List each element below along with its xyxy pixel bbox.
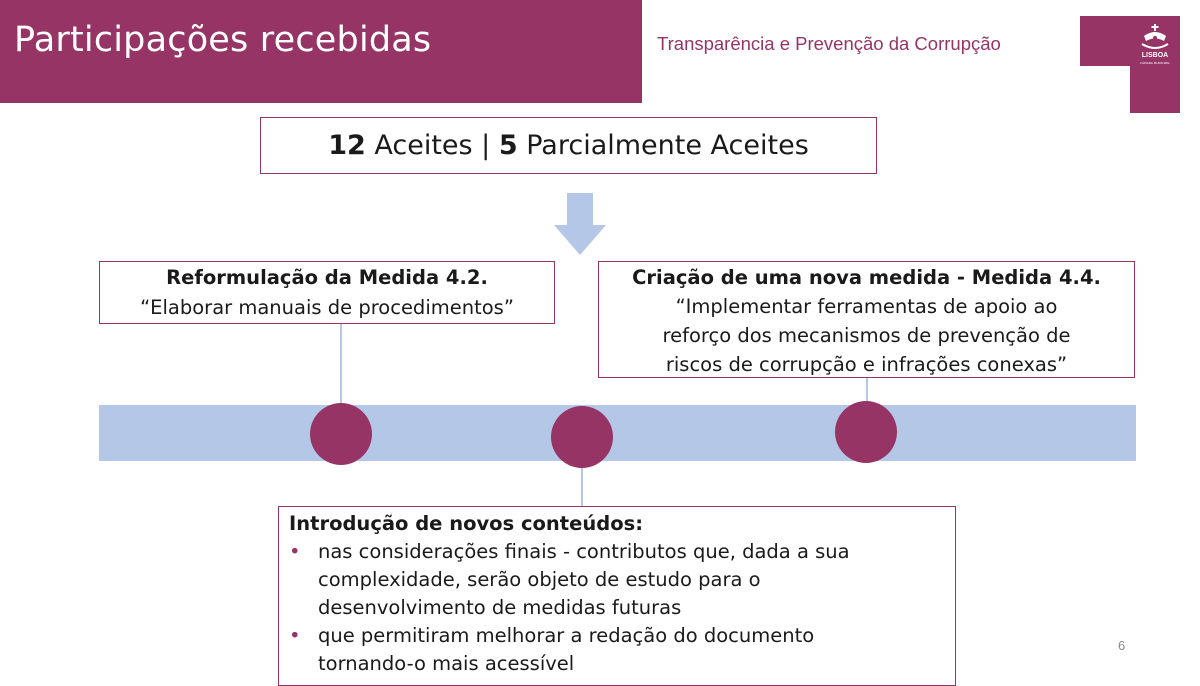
timeline-bar [99,405,1136,461]
header-subtitle: Transparência e Prevenção da Corrupção [657,33,1001,54]
down-arrow-icon [554,193,606,255]
partial-count: 5 [498,130,518,161]
measure-left-text: “Elaborar manuais de procedimentos” [140,296,514,319]
list-item-line: tornando-o mais acessível [318,652,575,675]
logo-subtext: CÂMARA MUNICIPAL [1140,61,1170,65]
new-content-box [278,506,956,686]
partial-label: Parcialmente Aceites [517,130,809,161]
measure-right-line: reforço dos mecanismos de prevenção de [662,324,1071,347]
slide-title: Participações recebidas [14,20,432,60]
accepted-count: 12 [328,130,366,161]
measure-left-title: Reformulação da Medida 4.2. [166,266,488,289]
page-number: 6 [1118,638,1126,653]
timeline-dot-center [551,406,613,468]
measure-left-box [99,261,555,324]
lisbon-emblem-icon [1136,22,1174,66]
measure-right-line: “Implementar ferramentas de apoio ao [675,295,1058,318]
connector-line-left [340,324,342,406]
list-item [289,622,955,678]
timeline-dot-right [835,401,897,463]
summary-box [260,117,877,174]
new-content-title: Introdução de novos conteúdos: [289,512,643,535]
timeline-dot-left [310,403,372,465]
measure-right-line: riscos de corrupção e infrações conexas” [665,353,1068,376]
logo-text: LISBOA [1141,52,1169,59]
accepted-label: Aceites | [365,130,499,161]
list-item-line: complexidade, serão objeto de estudo para o [318,568,761,591]
list-item-line: desenvolvimento de medidas futuras [318,596,682,619]
new-content-list [289,538,955,678]
list-item [289,538,955,622]
measure-right-box [598,261,1135,378]
list-item-line: • que permitiram melhorar a redação do documento [318,624,815,647]
measure-right-title: Criação de uma nova medida - Medida 4.4. [632,266,1101,289]
list-item-line: • nas considerações finais - contributos que, dada a sua [318,540,850,563]
